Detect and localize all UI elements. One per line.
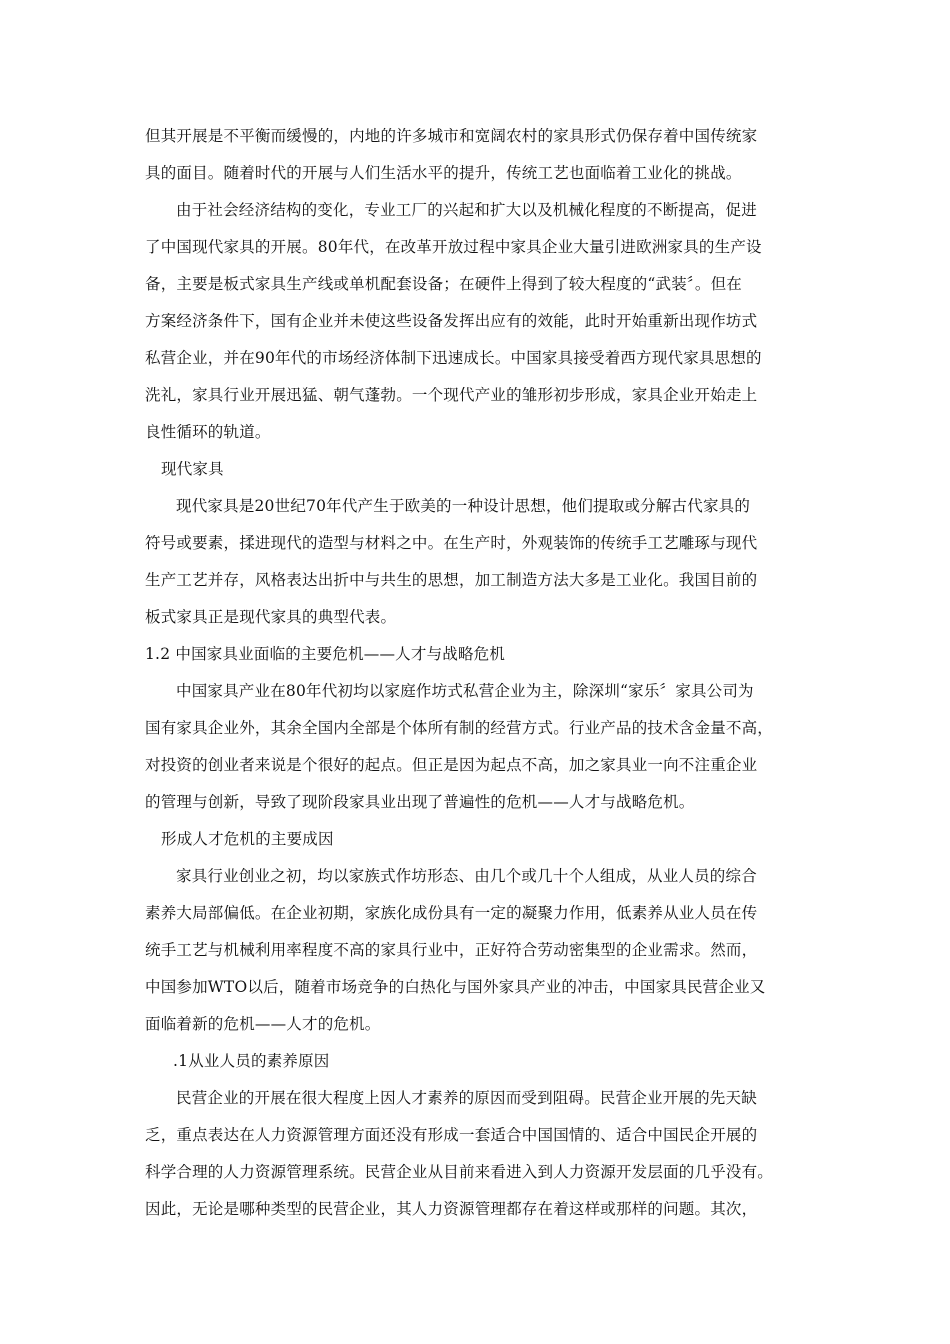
paragraph-line: 素养大局部偏低。在企业初期，家族化成份具有一定的凝聚力作用，低素养从业人员在传 bbox=[145, 904, 758, 922]
paragraph-line: 具的面目。随着时代的开展与人们生活水平的提升，传统工艺也面临着工业化的挑战。 bbox=[145, 164, 742, 182]
paragraph-line: 因此，无论是哪种类型的民营企业，其人力资源管理都存在着这样或那样的问题。其次， bbox=[145, 1200, 758, 1218]
paragraph-line: 乏，重点表达在人力资源管理方面还没有形成一套适合中国国情的、适合中国民企开展的 bbox=[145, 1126, 758, 1144]
paragraph-line: 民营企业的开展在很大程度上因人才素养的原因而受到阻碍。民营企业开展的先天缺 bbox=[176, 1089, 757, 1107]
paragraph-line: 中国家具产业在80年代初均以家庭作坊式私营企业为主，除深圳“家乐〞家具公司为 bbox=[176, 682, 754, 700]
paragraph-line: 了中国现代家具的开展。80年代，在改革开放过程中家具企业大量引进欧洲家具的生产设 bbox=[145, 238, 762, 256]
paragraph-line: 的管理与创新，导致了现阶段家具业出现了普遍性的危机——人才与战略危机。 bbox=[145, 793, 695, 811]
paragraph-line: 符号或要素，揉进现代的造型与材料之中。在生产时，外观装饰的传统手工艺雕琢与现代 bbox=[145, 534, 758, 552]
paragraph-line: 私营企业，并在90年代的市场经济体制下迅速成长。中国家具接受着西方现代家具思想的 bbox=[145, 349, 762, 367]
section-heading: 现代家具 bbox=[161, 460, 224, 478]
paragraph-line: 科学合理的人力资源管理系统。民营企业从目前来看进入到人力资源开发层面的几乎没有。 bbox=[145, 1163, 774, 1181]
paragraph-line: 方案经济条件下，国有企业并未使这些设备发挥出应有的效能，此时开始重新出现作坊式 bbox=[145, 312, 758, 330]
paragraph-line: 生产工艺并存，风格表达出折中与共生的思想，加工制造方法大多是工业化。我国目前的 bbox=[145, 571, 758, 589]
paragraph-line: 对投资的创业者来说是个很好的起点。但正是因为起点不高，加之家具业一向不注重企业 bbox=[145, 756, 758, 774]
paragraph-line: 由于社会经济结构的变化，专业工厂的兴起和扩大以及机械化程度的不断提高，促进 bbox=[176, 201, 757, 219]
paragraph-line: 板式家具正是现代家具的典型代表。 bbox=[145, 608, 397, 626]
paragraph-line: 中国参加WTO以后，随着市场竞争的白热化与国外家具产业的冲击，中国家具民营企业又 bbox=[145, 978, 766, 996]
paragraph-line: 统手工艺与机械利用率程度不高的家具行业中，正好符合劳动密集型的企业需求。然而， bbox=[145, 941, 758, 959]
document-body bbox=[145, 118, 805, 1228]
paragraph-line: 家具行业创业之初，均以家族式作坊形态、由几个或几十个人组成，从业人员的综合 bbox=[176, 867, 757, 885]
paragraph-line: 备，主要是板式家具生产线或单机配套设备；在硬件上得到了较大程度的“武装〞。但在 bbox=[145, 275, 742, 293]
section-heading: .1从业人员的素养原因 bbox=[173, 1052, 330, 1070]
paragraph-line: 但其开展是不平衡而缓慢的，内地的许多城市和宽阔农村的家具形式仍保存着中国传统家 bbox=[145, 127, 758, 145]
paragraph-line: 面临着新的危机——人才的危机。 bbox=[145, 1015, 381, 1033]
paragraph-line: 洗礼，家具行业开展迅猛、朝气蓬勃。一个现代产业的雏形初步形成，家具企业开始走上 bbox=[145, 386, 758, 404]
paragraph-line: 国有家具企业外，其余全国内全部是个体所有制的经营方式。行业产品的技术含金量不高， bbox=[145, 719, 774, 737]
section-heading: 1.2 中国家具业面临的主要危机——人才与战略危机 bbox=[145, 645, 506, 663]
paragraph-line: 现代家具是20世纪70年代产生于欧美的一种设计思想，他们提取或分解古代家具的 bbox=[176, 497, 751, 515]
paragraph-line: 良性循环的轨道。 bbox=[145, 423, 271, 441]
section-heading: 形成人才危机的主要成因 bbox=[161, 830, 334, 848]
